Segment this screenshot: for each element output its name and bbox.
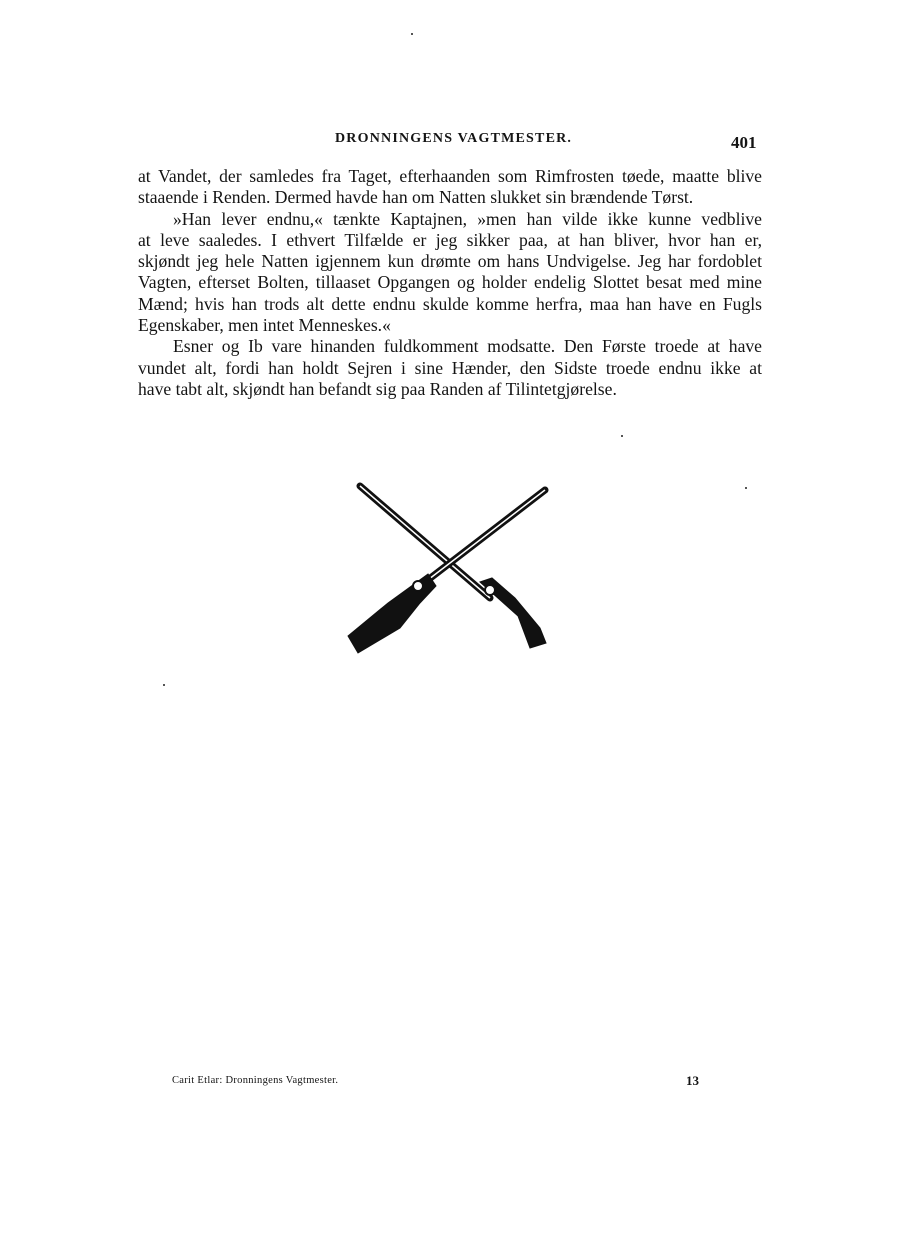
- scan-speck: [621, 435, 623, 437]
- running-title: DRONNINGENS VAGTMESTER.: [335, 131, 573, 146]
- text-line: at leve saaledes. I ethvert Tilfælde er jeg sikker paa, at han bliver, hvor han er,: [138, 229, 762, 250]
- text-line: skjøndt jeg hele Natten igjennem kun drømte om hans Undvigelse. Jeg har fordoblet: [138, 251, 762, 272]
- text-line: vundet alt, fordi han holdt Sejren i sine Hænder, den Sidste troede endnu ikke at: [138, 357, 762, 378]
- text-line: Egenskaber, men intet Menneskes.«: [138, 315, 391, 336]
- text-line: at Vandet, der samledes fra Taget, efterhaanden som Rimfrosten tøede, maatte blive: [138, 166, 762, 186]
- rifle-right: [348, 490, 545, 653]
- scan-speck: [163, 684, 165, 686]
- text-line: staaende i Renden. Dermed havde han om Natten slukket sin brændende Tørst.: [138, 187, 694, 208]
- body-text: [138, 166, 762, 400]
- text-line: have tabt alt, skjøndt han befandt sig paa Randen af Tilintetgjørelse.: [138, 378, 617, 399]
- footer-signature: Carit Etlar: Dronningens Vagtmester.: [172, 1075, 339, 1086]
- text-line: Esner og Ib vare hinanden fuldkomment modsatte. Den Første troede at have: [173, 336, 762, 357]
- scan-speck: [411, 33, 413, 35]
- crossed-rifles-icon: [340, 478, 560, 668]
- footer-sheet-number: 13: [686, 1073, 699, 1088]
- page-number: 401: [731, 133, 757, 152]
- scan-speck: [745, 487, 747, 489]
- text-line: Vagten, efterset Bolten, tillaaset Opgangen og holder endelig Slottet besat med mine: [138, 272, 762, 293]
- text-line: Mænd; hvis han trods alt dette endnu skulde komme herfra, maa han have en Fugls: [138, 293, 762, 314]
- text-line: »Han lever endnu,« tænkte Kaptajnen, »men han vilde ikke kunne vedblive: [173, 208, 762, 229]
